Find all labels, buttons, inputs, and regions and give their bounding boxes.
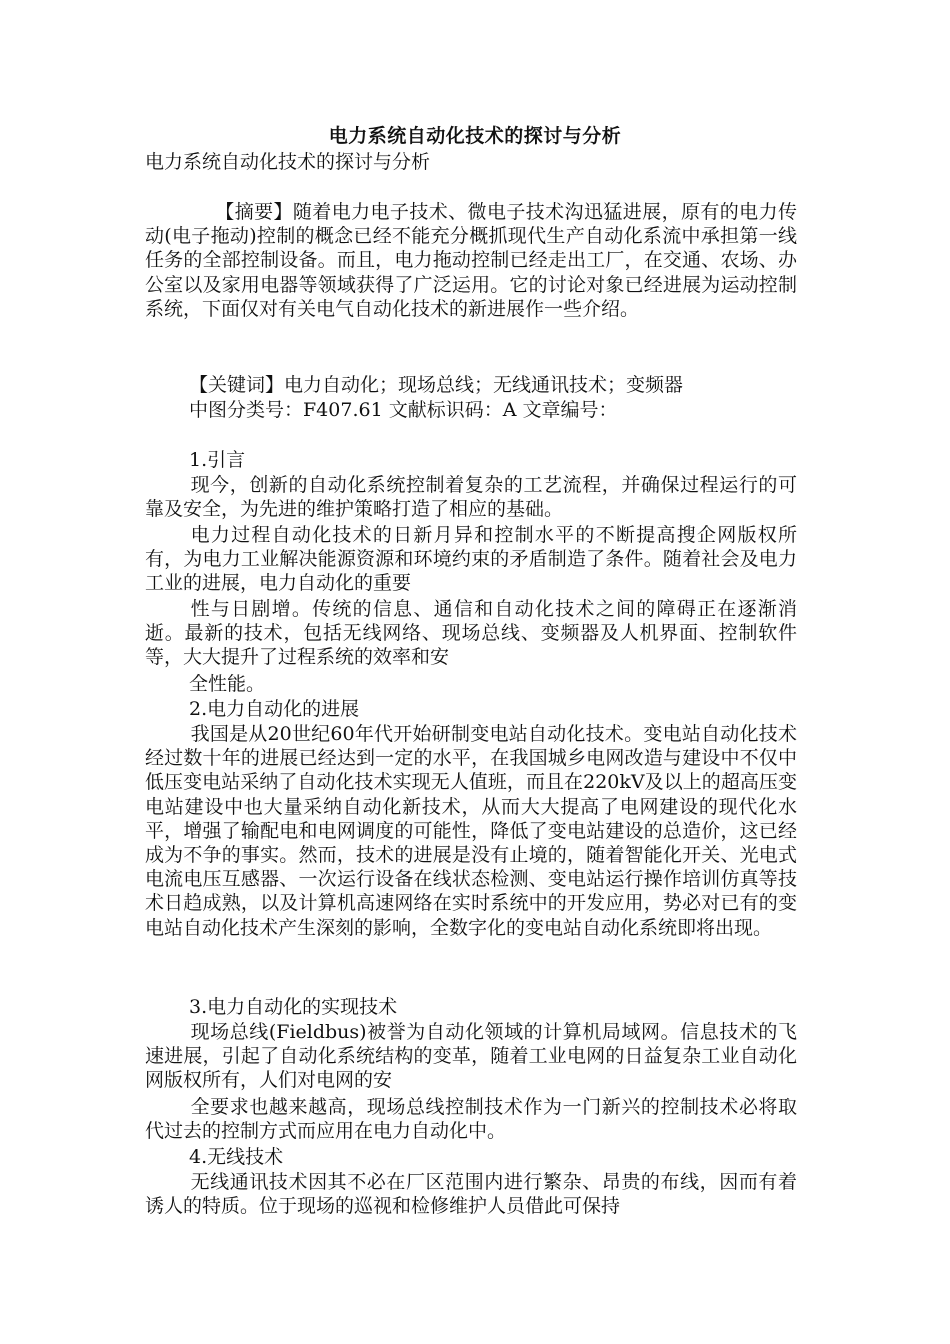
section-heading-progress: 2.电力自动化的进展 xyxy=(189,698,360,720)
classification-line: 中图分类号：F407.61 文献标识码：A 文章编号： xyxy=(189,399,618,421)
intro-paragraph-2: 电力过程自动化技术的日新月异和控制水平的不断提高搜企网版权所有，为电力工业解决能源资源和环境约束的矛盾制造了条件。随着社会及电力工业的进展，电力自动化的重要 xyxy=(145,524,797,595)
intro-paragraph-3-end: 全性能。 xyxy=(189,673,266,695)
implementation-paragraph-2: 全要求也越来越高，现场总线控制技术作为一门新兴的控制技术必将取代过去的控制方式而应用在电力自动化中。 xyxy=(145,1096,797,1143)
wireless-paragraph: 无线通讯技术因其不必在厂区范围内进行繁杂、昂贵的布线，因而有着诱人的特质。位于现场的巡视和检修维护人员借此可保持 xyxy=(145,1171,797,1218)
keywords-line: 【关键词】电力自动化；现场总线；无线通讯技术；变频器 xyxy=(189,374,684,396)
document-title: 电力系统自动化技术的探讨与分析 xyxy=(328,125,622,147)
implementation-paragraph-1: 现场总线(Fieldbus)被誉为自动化领域的计算机局域网。信息技术的飞速进展，引起了自动化系统结构的变革，随着工业电网的日益复杂工业自动化网版权所有，人们对电网的安 xyxy=(145,1021,797,1092)
intro-paragraph-1: 现今，创新的自动化系统控制着复杂的工艺流程，并确保过程运行的可靠及安全，为先进的维护策略打造了相应的基础。 xyxy=(145,474,797,521)
abstract-paragraph: 【摘要】随着电力电子技术、微电子技术沟迅猛进展，原有的电力传动(电子拖动)控制的概念已经不能充分概抓现代生产自动化系流中承担第一线任务的全部控制设备。而且，电力拖动控制已经走出工厂，在交通、农场、办公室以及家用电器等领域获得了广泛运用。它的讨论对象已经进展为运动控制系统，下面仅对有关电气自动化技术的新进展作一些介绍。 xyxy=(145,201,797,320)
document-subtitle: 电力系统自动化技术的探讨与分析 xyxy=(145,151,431,173)
section-heading-wireless: 4.无线技术 xyxy=(189,1146,284,1168)
progress-paragraph: 我国是从20世纪60年代开始研制变电站自动化技术。变电站自动化技术经过数十年的进展已经达到一定的水平，在我国城乡电网改造与建设中不仅中低压变电站采纳了自动化技术实现无人值班，而且在220kV及以上的超高压变电站建设中也大量采纳自动化新技术，从而大大提高了电网建设的现代化水平，增强了输配电和电网调度的可能性，降低了变电站建设的总造价，这已经成为不争的事实。然而，技术的进展是没有止境的，随着智能化开关、光电式电流电压互感器、一次运行设备在线状态检测、变电站运行操作培训仿真等技术日趋成熟，以及计算机高速网络在实时系统中的开发应用，势必对已有的变电站自动化技术产生深刻的影响，全数字化的变电站自动化系统即将出现。 xyxy=(145,723,797,939)
intro-paragraph-3: 性与日剧增。传统的信息、通信和自动化技术之间的障碍正在逐渐消逝。最新的技术，包括无线网络、现场总线、变频器及人机界面、控制软件等，大大提升了过程系统的效率和安 xyxy=(145,598,797,669)
section-heading-implementation: 3.电力自动化的实现技术 xyxy=(189,996,398,1018)
section-heading-intro: 1.引言 xyxy=(189,449,246,471)
